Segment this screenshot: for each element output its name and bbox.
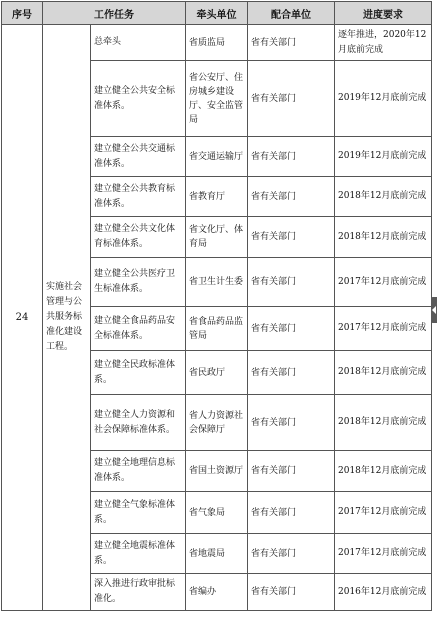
deadline-cell: 2018年12月底前完成 bbox=[335, 177, 432, 217]
task-cell: 建立健全公共文化体育标准体系。 bbox=[91, 217, 186, 258]
lead-unit-cell: 省卫生计生委 bbox=[186, 258, 248, 307]
task-cell: 建立健全公共交通标准体系。 bbox=[91, 137, 186, 177]
row-number: 24 bbox=[2, 25, 43, 611]
chevron-left-icon bbox=[432, 306, 436, 314]
deadline-cell: 2017年12月底前完成 bbox=[335, 492, 432, 534]
lead-unit-cell: 省质监局 bbox=[186, 25, 248, 61]
side-collapse-tab[interactable] bbox=[431, 297, 437, 323]
lead-unit-cell: 省地震局 bbox=[186, 534, 248, 574]
deadline-cell: 2018年12月底前完成 bbox=[335, 395, 432, 451]
coop-unit-cell: 省有关部门 bbox=[248, 177, 335, 217]
table-row bbox=[2, 25, 432, 61]
lead-unit-cell: 省食品药品监管局 bbox=[186, 307, 248, 351]
deadline-cell: 逐年推进，2020年12月底前完成 bbox=[335, 25, 432, 61]
task-cell: 建立健全地理信息标准体系。 bbox=[91, 451, 186, 492]
deadline-cell: 2017年12月底前完成 bbox=[335, 534, 432, 574]
task-table bbox=[1, 1, 432, 611]
lead-unit-cell: 省人力资源社会保障厅 bbox=[186, 395, 248, 451]
header-lead: 牵头单位 bbox=[186, 2, 248, 25]
lead-unit-cell: 省民政厅 bbox=[186, 351, 248, 395]
lead-unit-cell: 省编办 bbox=[186, 574, 248, 611]
task-cell: 建立健全气象标准体系。 bbox=[91, 492, 186, 534]
coop-unit-cell: 省有关部门 bbox=[248, 351, 335, 395]
area-cell: 实施社会管理与公共服务标准化建设工程。 bbox=[43, 25, 91, 611]
task-cell: 建立健全公共安全标准体系。 bbox=[91, 61, 186, 137]
coop-unit-cell: 省有关部门 bbox=[248, 395, 335, 451]
deadline-cell: 2017年12月底前完成 bbox=[335, 258, 432, 307]
coop-unit-cell: 省有关部门 bbox=[248, 258, 335, 307]
lead-unit-cell: 省国土资源厅 bbox=[186, 451, 248, 492]
task-cell: 建立健全公共医疗卫生标准体系。 bbox=[91, 258, 186, 307]
coop-unit-cell: 省有关部门 bbox=[248, 137, 335, 177]
lead-unit-cell: 省交通运输厅 bbox=[186, 137, 248, 177]
header-coop: 配合单位 bbox=[248, 2, 335, 25]
header-req: 进度要求 bbox=[335, 2, 432, 25]
coop-unit-cell: 省有关部门 bbox=[248, 61, 335, 137]
deadline-cell: 2017年12月底前完成 bbox=[335, 307, 432, 351]
deadline-cell: 2018年12月底前完成 bbox=[335, 451, 432, 492]
task-cell: 建立健全地震标准体系。 bbox=[91, 534, 186, 574]
coop-unit-cell: 省有关部门 bbox=[248, 25, 335, 61]
lead-unit-cell: 省气象局 bbox=[186, 492, 248, 534]
lead-unit-cell: 省公安厅、住房城乡建设厅、安全监管局 bbox=[186, 61, 248, 137]
coop-unit-cell: 省有关部门 bbox=[248, 492, 335, 534]
coop-unit-cell: 省有关部门 bbox=[248, 451, 335, 492]
deadline-cell: 2016年12月底前完成 bbox=[335, 574, 432, 611]
task-cell: 总牵头 bbox=[91, 25, 186, 61]
deadline-cell: 2018年12月底前完成 bbox=[335, 351, 432, 395]
task-cell: 深入推进行政审批标准化。 bbox=[91, 574, 186, 611]
task-cell: 建立健全人力资源和社会保障标准体系。 bbox=[91, 395, 186, 451]
lead-unit-cell: 省教育厅 bbox=[186, 177, 248, 217]
coop-unit-cell: 省有关部门 bbox=[248, 534, 335, 574]
header-id: 序号 bbox=[2, 2, 43, 25]
coop-unit-cell: 省有关部门 bbox=[248, 217, 335, 258]
task-cell: 建立健全民政标准体系。 bbox=[91, 351, 186, 395]
coop-unit-cell: 省有关部门 bbox=[248, 574, 335, 611]
deadline-cell: 2018年12月底前完成 bbox=[335, 217, 432, 258]
lead-unit-cell: 省文化厅、体育局 bbox=[186, 217, 248, 258]
task-cell: 建立健全食品药品安全标准体系。 bbox=[91, 307, 186, 351]
task-cell: 建立健全公共教育标准体系。 bbox=[91, 177, 186, 217]
header-task: 工作任务 bbox=[43, 2, 186, 25]
deadline-cell: 2019年12月底前完成 bbox=[335, 61, 432, 137]
header-row bbox=[2, 2, 432, 25]
coop-unit-cell: 省有关部门 bbox=[248, 307, 335, 351]
deadline-cell: 2019年12月底前完成 bbox=[335, 137, 432, 177]
